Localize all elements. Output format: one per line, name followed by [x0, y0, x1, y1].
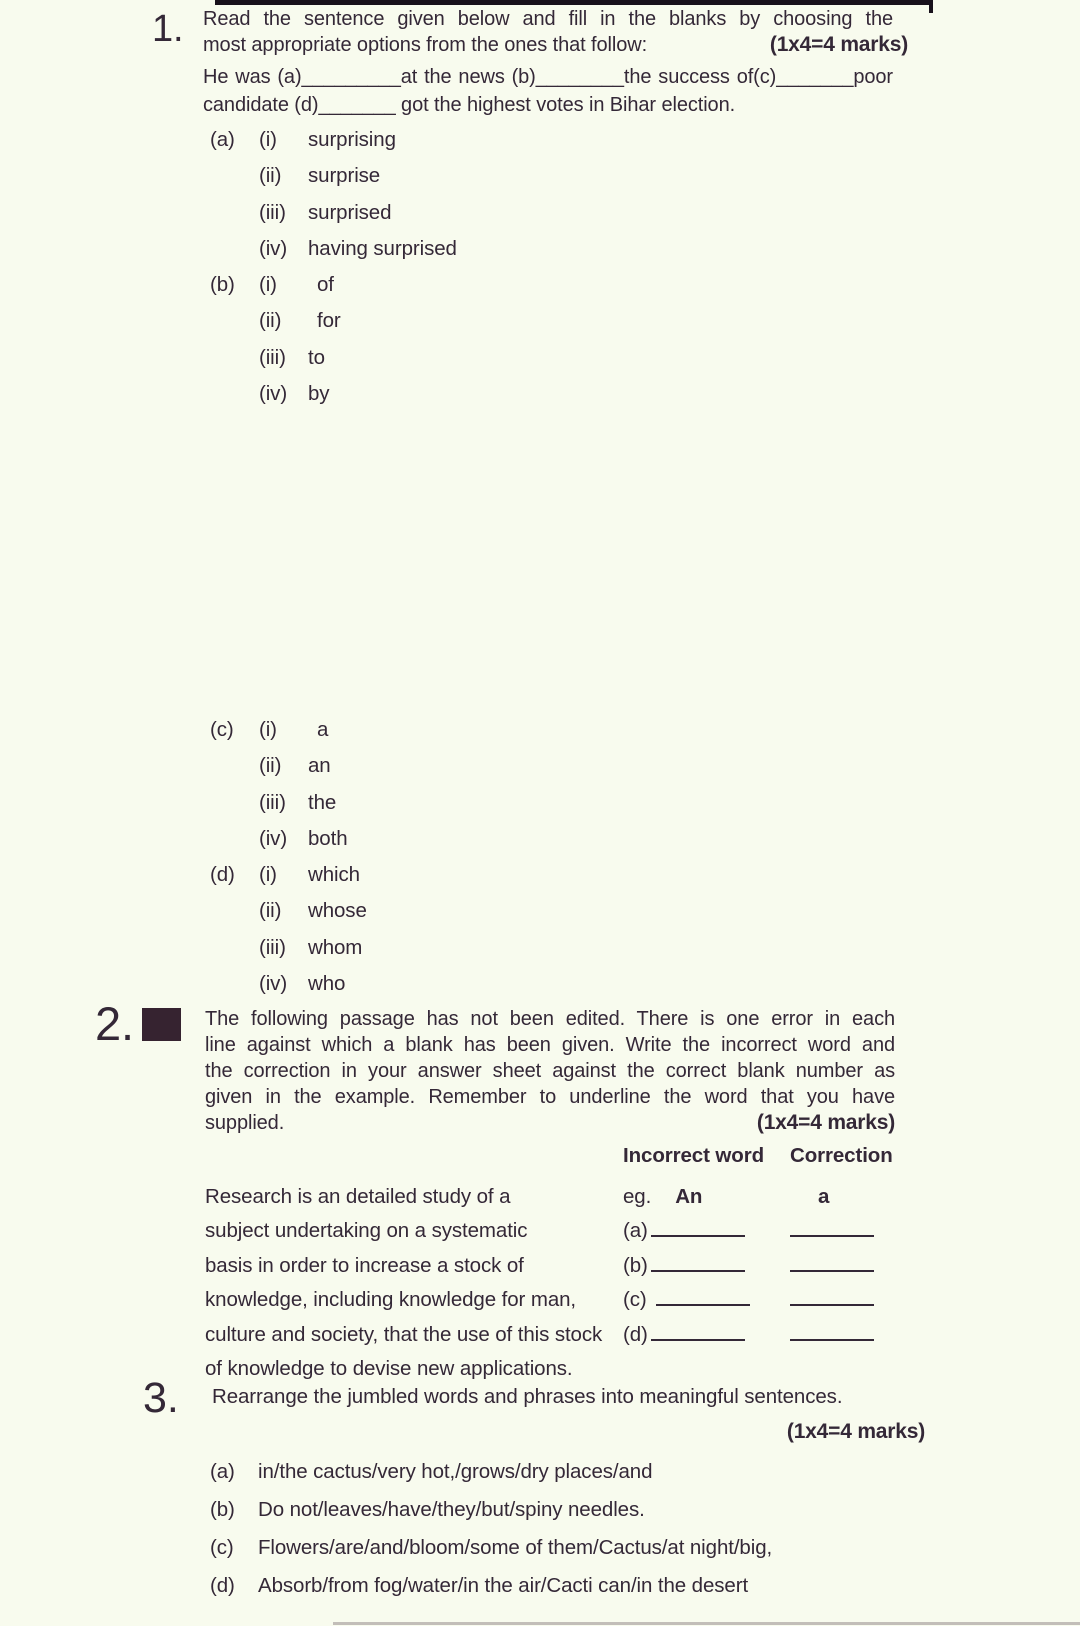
question2-instruction-line4: given in the example. Remember to underline the word that you have [205, 1086, 895, 1108]
item-label: (a) [210, 1460, 235, 1483]
option-row [203, 857, 703, 893]
option-row [203, 785, 703, 821]
option-text: for [317, 309, 341, 333]
passage-text: basis in order to increase a stock of [205, 1253, 524, 1277]
example-correction: a [818, 1185, 830, 1208]
passage-row-a [205, 1214, 925, 1248]
top-rule [215, 0, 933, 5]
question3-marks: (1x4=4 marks) [786, 1420, 925, 1443]
option-roman: (ii) [259, 309, 282, 333]
question1-instruction-line2: most appropriate options from the ones that follow: [203, 34, 648, 56]
question1-options-group-a-b [203, 122, 703, 412]
group-label: (a) [210, 128, 235, 151]
question1-options-group-c-d [203, 712, 703, 1002]
option-row [203, 748, 703, 784]
option-row [203, 195, 703, 231]
option-text: surprising [308, 128, 396, 151]
blank-label: (d) [623, 1322, 648, 1346]
item-text: Do not/leaves/have/they/but/spiny needles. [258, 1498, 645, 1521]
option-text: whom [308, 935, 363, 959]
option-row [203, 893, 703, 929]
group-label: (d) [210, 863, 235, 887]
option-text: an [308, 754, 331, 778]
option-text: surprised [308, 200, 392, 224]
option-text: by [308, 382, 330, 406]
question2-marks: (1x4=4 marks) [756, 1111, 895, 1134]
item-label: (d) [210, 1574, 235, 1597]
option-roman: (i) [259, 273, 277, 297]
option-roman: (i) [259, 718, 277, 741]
top-rule-end-tick [929, 0, 933, 13]
option-row [203, 158, 703, 194]
incorrect-word-blank [651, 1250, 745, 1272]
passage-text: culture and society, that the use of this stock [205, 1322, 603, 1346]
option-row [203, 267, 703, 303]
option-roman: (i) [259, 863, 277, 887]
question2-instruction-line5: supplied. [205, 1112, 285, 1134]
option-roman: (i) [259, 128, 277, 151]
option-row [203, 122, 703, 158]
option-roman: (iv) [259, 382, 288, 406]
jumbled-sentence-row [203, 1491, 1003, 1529]
option-row [203, 303, 703, 339]
item-text: Absorb/from fog/water/in the air/Cacti can/in the desert [258, 1574, 749, 1597]
option-text: both [308, 826, 348, 850]
question3-items [203, 1453, 1003, 1605]
option-text: a [317, 718, 329, 741]
option-row [203, 930, 703, 966]
option-roman: (ii) [259, 899, 282, 923]
question1-sentence-line1: He was (a)_________at the news (b)________the success of(c)_______poor [203, 66, 893, 88]
column-header-correction: Correction [790, 1144, 893, 1167]
question2-number: 2. [95, 997, 134, 1050]
passage-text: knowledge, including knowledge for man, [205, 1288, 577, 1312]
passage-text: of knowledge to devise new applications. [205, 1356, 573, 1380]
option-row [203, 376, 703, 412]
question1-marks: (1x4=4 marks) [769, 33, 908, 56]
passage-text: subject undertaking on a systematic [205, 1219, 528, 1243]
question1-instruction-line1: Read the sentence given below and fill in the blanks by choosing the [203, 8, 893, 30]
correction-blank [790, 1319, 874, 1341]
option-roman: (iii) [259, 790, 286, 814]
correction-blank [790, 1250, 874, 1272]
option-row [203, 966, 703, 1002]
question1-number: 1. [152, 8, 184, 50]
incorrect-word-blank [651, 1215, 745, 1237]
passage-row-d [205, 1318, 925, 1352]
group-label: (b) [210, 273, 235, 297]
passage-row-example [205, 1180, 925, 1214]
option-text: whose [308, 899, 367, 923]
passage-row-c [205, 1283, 925, 1317]
option-roman: (iv) [259, 826, 288, 850]
jumbled-sentence-row [203, 1567, 1003, 1605]
incorrect-word-blank [651, 1319, 745, 1341]
example-label: eg. [623, 1185, 652, 1208]
passage-row-b [205, 1249, 925, 1283]
option-row [203, 340, 703, 376]
question1-sentence-line2: candidate (d)_______ got the highest votes in Bihar election. [203, 94, 736, 116]
option-row [203, 712, 703, 748]
correction-blank [790, 1215, 874, 1237]
item-label: (c) [210, 1536, 234, 1559]
item-text: Flowers/are/and/bloom/some of them/Cactus/at night/big, [258, 1536, 773, 1559]
question1-instruction [203, 6, 908, 58]
jumbled-sentence-row [203, 1453, 1003, 1491]
bottom-rule [333, 1622, 1080, 1625]
passage-text: Research is an detailed study of a [205, 1185, 511, 1208]
option-roman: (iv) [259, 972, 288, 996]
option-text: having surprised [308, 236, 457, 260]
item-text: in/the cactus/very hot,/grows/dry places/and [258, 1460, 653, 1483]
example-incorrect-word: An [675, 1185, 703, 1208]
item-label: (b) [210, 1498, 235, 1521]
option-text: surprise [308, 164, 381, 188]
option-roman: (iii) [259, 345, 286, 369]
option-text: the [308, 790, 337, 814]
blank-label: (b) [623, 1253, 648, 1277]
option-roman: (ii) [259, 164, 282, 188]
option-roman: (iv) [259, 236, 288, 260]
option-roman: (iii) [259, 200, 286, 224]
question2-instruction-line1: The following passage has not been edited. There is one error in each [205, 1008, 895, 1030]
option-text: to [308, 345, 325, 369]
option-row [203, 231, 703, 267]
option-row [203, 821, 703, 857]
correction-blank [790, 1284, 874, 1306]
option-text: of [317, 273, 334, 297]
jumbled-sentence-row [203, 1529, 1003, 1567]
column-header-incorrect-word: Incorrect word [623, 1144, 764, 1167]
option-roman: (ii) [259, 754, 282, 778]
passage-row-last [205, 1352, 925, 1386]
question2-instruction [205, 1006, 895, 1136]
question1-sentence [203, 63, 893, 119]
option-roman: (iii) [259, 935, 286, 959]
blank-label: (a) [623, 1219, 648, 1243]
option-text: which [308, 863, 360, 887]
group-label: (c) [210, 718, 234, 741]
blank-label: (c) [623, 1288, 647, 1312]
option-text: who [308, 972, 346, 996]
question3-number: 3. [143, 1374, 179, 1422]
incorrect-word-blank [656, 1284, 750, 1306]
question2-instruction-line3: the correction in your answer sheet against the correct blank number as [205, 1060, 895, 1082]
question2-square-bullet [142, 1008, 181, 1041]
question2-passage-table [205, 1180, 925, 1386]
question2-instruction-line2: line against which a blank has been given. Write the incorrect word and [205, 1034, 895, 1056]
question3-instruction: Rearrange the jumbled words and phrases into meaningful sentences. [212, 1385, 843, 1408]
